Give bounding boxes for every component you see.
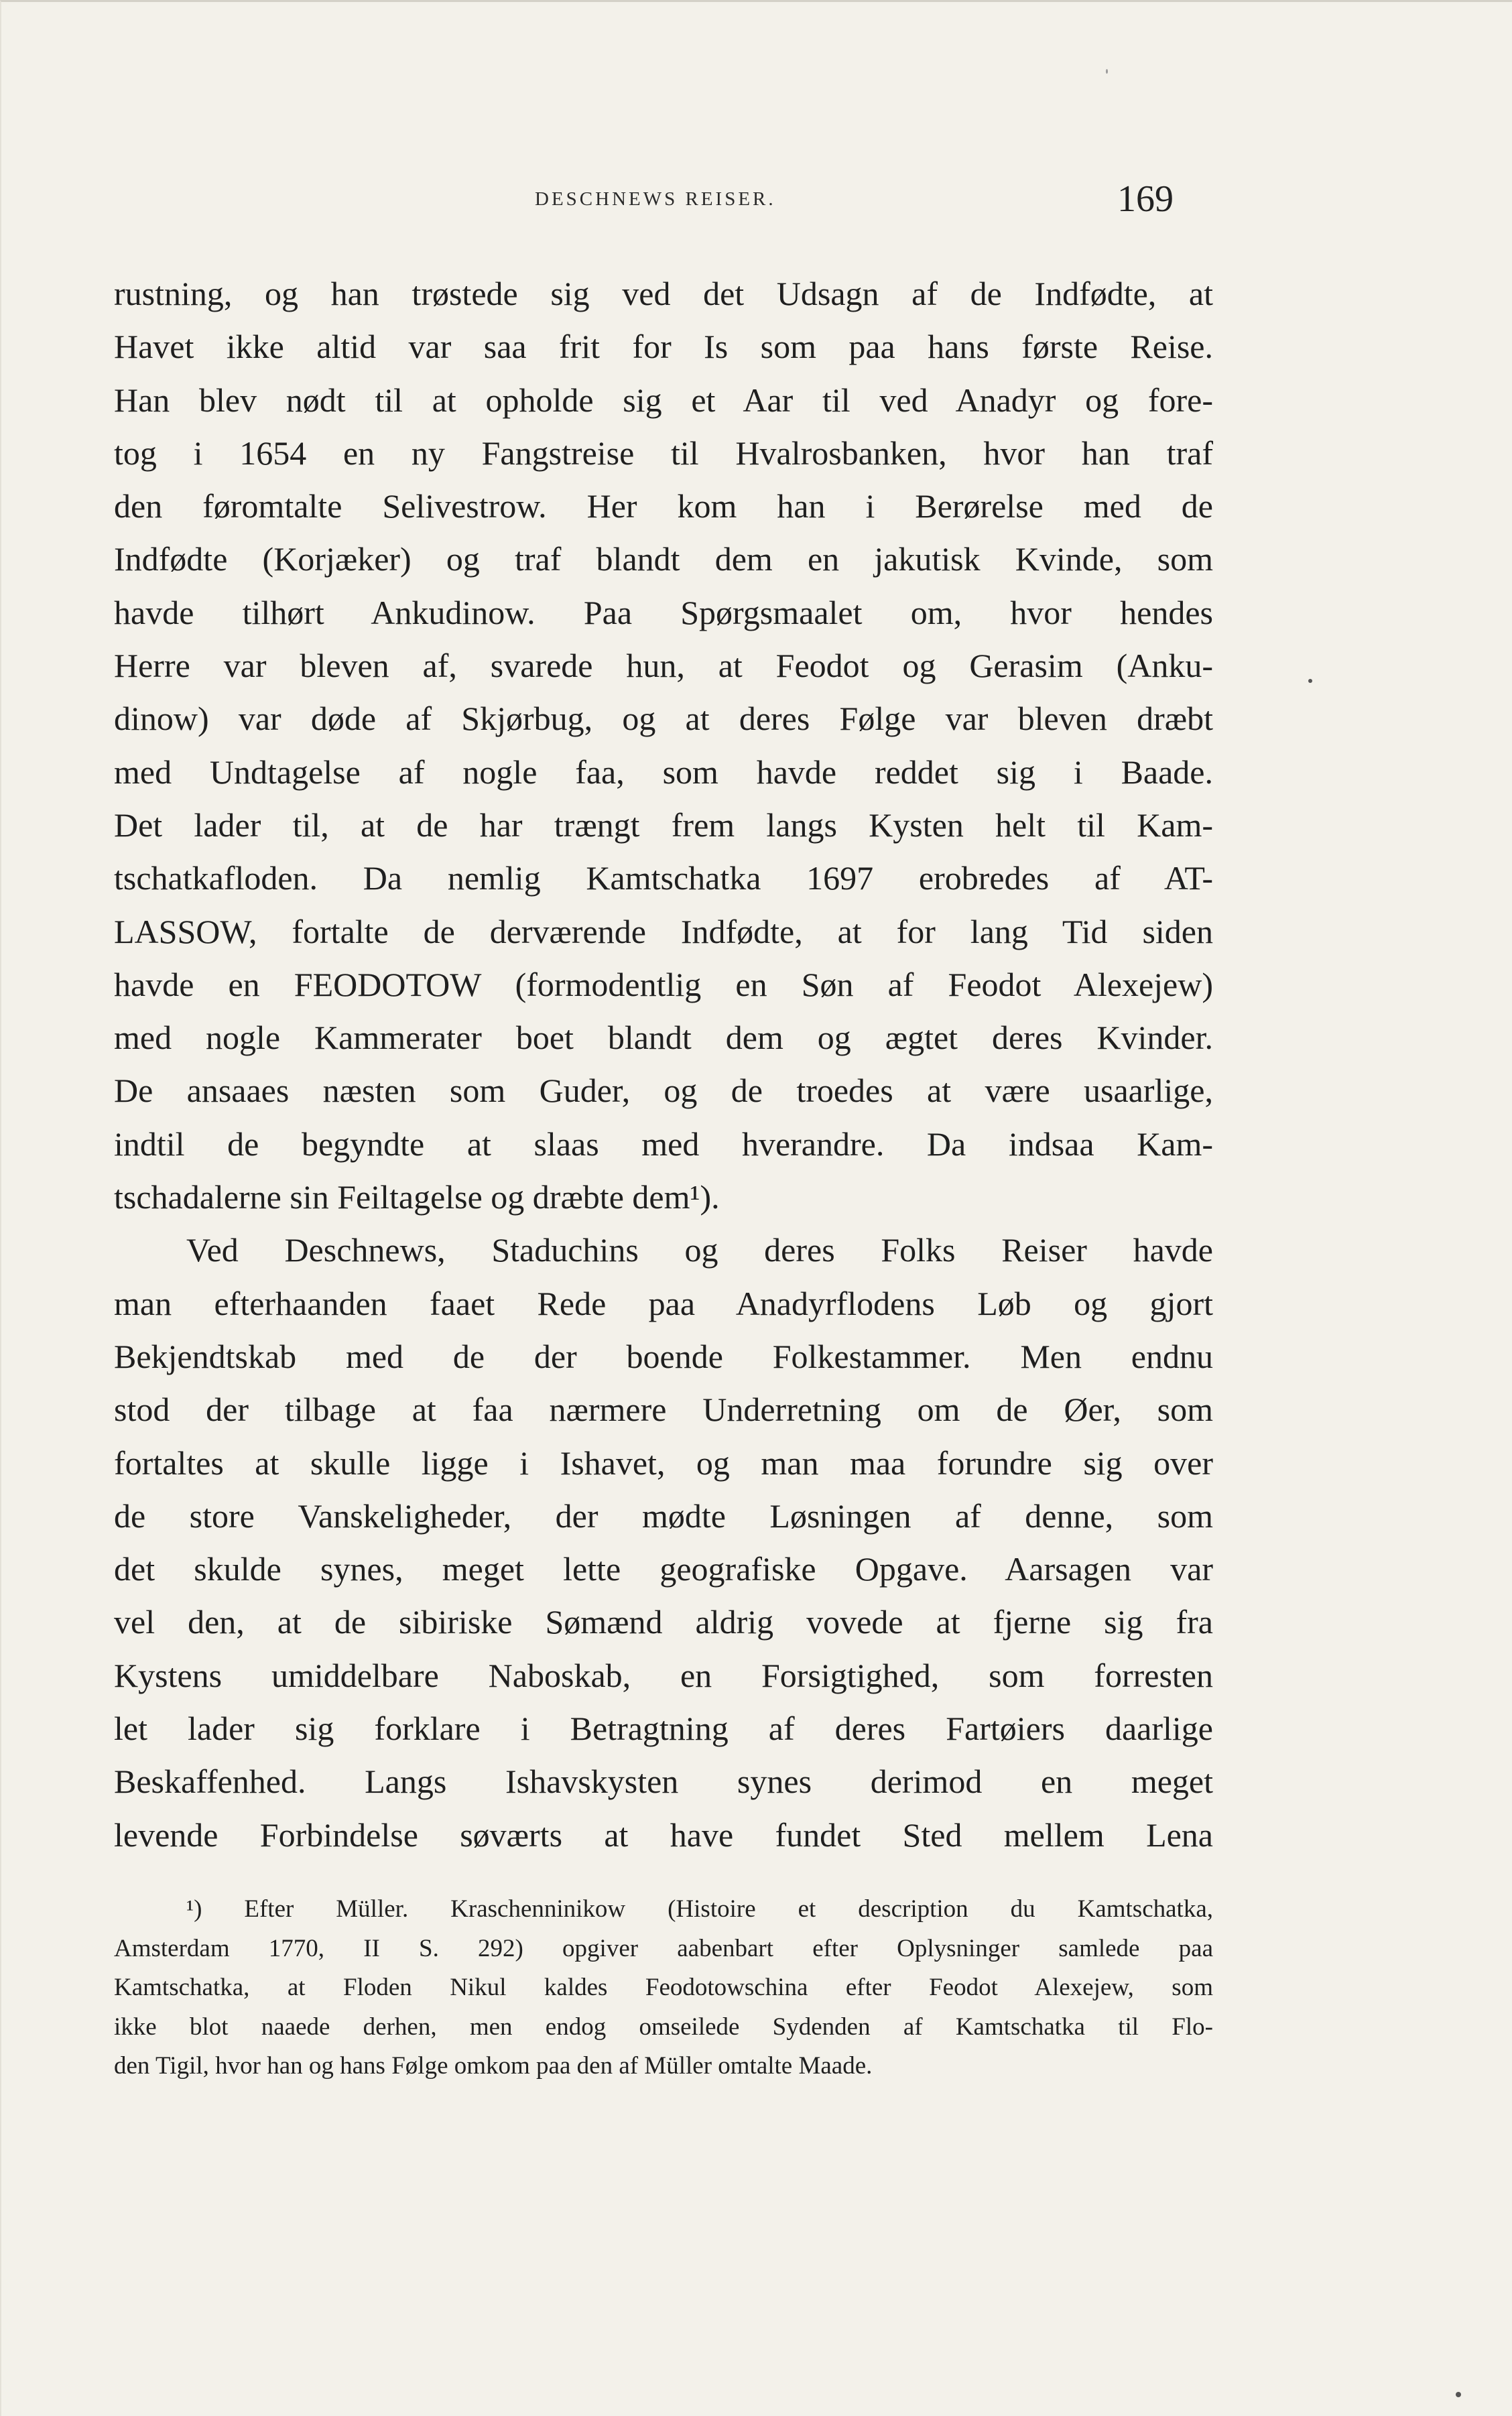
text-line: Indfødte (Korjæker) og traf blandt dem en jakutisk Kvinde, som [114,540,1213,578]
text-line: LASSOW, fortalte de derværende Indfødte, at for lang Tid siden [114,912,1213,950]
text-line: havde en FEODOTOW (formodentlig en Søn af Feodot Alexejew) [114,965,1213,1003]
print-speck [1106,69,1108,74]
footnote-line: den Tigil, hvor han og hans Følge omkom paa den af Müller omtalte Maade. [114,2052,873,2080]
text-line: man efterhaanden faaet Rede paa Anadyrflodens Løb og gjort [114,1284,1213,1322]
text-line: med nogle Kammerater boet blandt dem og ægtet deres Kvinder. [114,1019,1213,1057]
footnote-line: ikke blot naaede derhen, men endog omseilede Sydenden af Kamtschatka til Flo- [114,2013,1213,2041]
footnote [114,1890,1213,2086]
text-line: vel den, at de sibiriske Sømænd aldrig vovede at fjerne sig fra [114,1603,1213,1641]
footnote-line: ¹) Efter Müller. Kraschenninikow (Histoire et description du Kamtschatka, [186,1895,1213,1923]
text-line: indtil de begyndte at slaas med hverandre. Da indsaa Kam- [114,1125,1213,1163]
text-line: stod der tilbage at faa nærmere Underretning om de Øer, som [114,1391,1213,1429]
running-head: DESCHNEWS REISER. [535,188,776,210]
text-line: Det lader til, at de har trængt frem langs Kysten helt til Kam- [114,806,1213,844]
text-line: tschadalerne sin Feiltagelse og dræbte dem¹). [114,1178,720,1216]
text-line: de store Vanskeligheder, der mødte Løsningen af denne, som [114,1497,1213,1535]
body-text [114,267,1213,1862]
text-line: Kystens umiddelbare Naboskab, en Forsigtighed, som forresten [114,1656,1213,1694]
text-line: tschatkafloden. Da nemlig Kamtschatka 1697 erobredes af AT- [114,859,1213,897]
text-line: dinow) var døde af Skjørbug, og at deres Følge var bleven dræbt [114,700,1213,738]
text-line: det skulde synes, meget lette geografiske Opgave. Aarsagen var [114,1550,1213,1588]
text-line: rustning, og han trøstede sig ved det Udsagn af de Indfødte, at [114,275,1213,312]
footnote-line: Kamtschatka, at Floden Nikul kaldes Feodotowschina efter Feodot Alexejew, som [114,1974,1213,2001]
text-line: Han blev nødt til at opholde sig et Aar til ved Anadyr og fore- [114,381,1213,419]
text-line: De ansaaes næsten som Guder, og de troedes at være usaarlige, [114,1072,1213,1110]
text-line: med Undtagelse af nogle faa, som havde reddet sig i Baade. [114,753,1213,791]
text-line: Bekjendtskab med de der boende Folkestammer. Men endnu [114,1337,1213,1375]
text-line: let lader sig forklare i Betragtning af deres Fartøiers daarlige [114,1710,1213,1748]
text-line: fortaltes at skulle ligge i Ishavet, og man maa forundre sig over [114,1444,1213,1482]
print-speck [1308,679,1312,683]
text-line: havde tilhørt Ankudinow. Paa Spørgsmaalet om, hvor hendes [114,593,1213,631]
page-number: 169 [1117,178,1174,220]
footnote-line: Amsterdam 1770, II S. 292) opgiver aabenbart efter Oplysninger samlede paa [114,1934,1213,1962]
print-speck [1456,2392,1461,2397]
text-line: Havet ikke altid var saa frit for Is som paa hans første Reise. [114,328,1213,366]
text-line: den føromtalte Selivestrow. Her kom han i Berørelse med de [114,487,1213,525]
text-line: tog i 1654 en ny Fangstreise til Hvalrosbanken, hvor han traf [114,434,1213,472]
text-line: Herre var bleven af, svarede hun, at Feodot og Gerasim (Anku- [114,647,1213,685]
text-line: Beskaffenhed. Langs Ishavskysten synes derimod en meget [114,1763,1213,1801]
paragraph-first-line: Ved Deschnews, Staduchins og deres Folks Reiser havde [186,1231,1213,1269]
text-line: levende Forbindelse søværts at have fundet Sted mellem Lena [114,1816,1213,1854]
